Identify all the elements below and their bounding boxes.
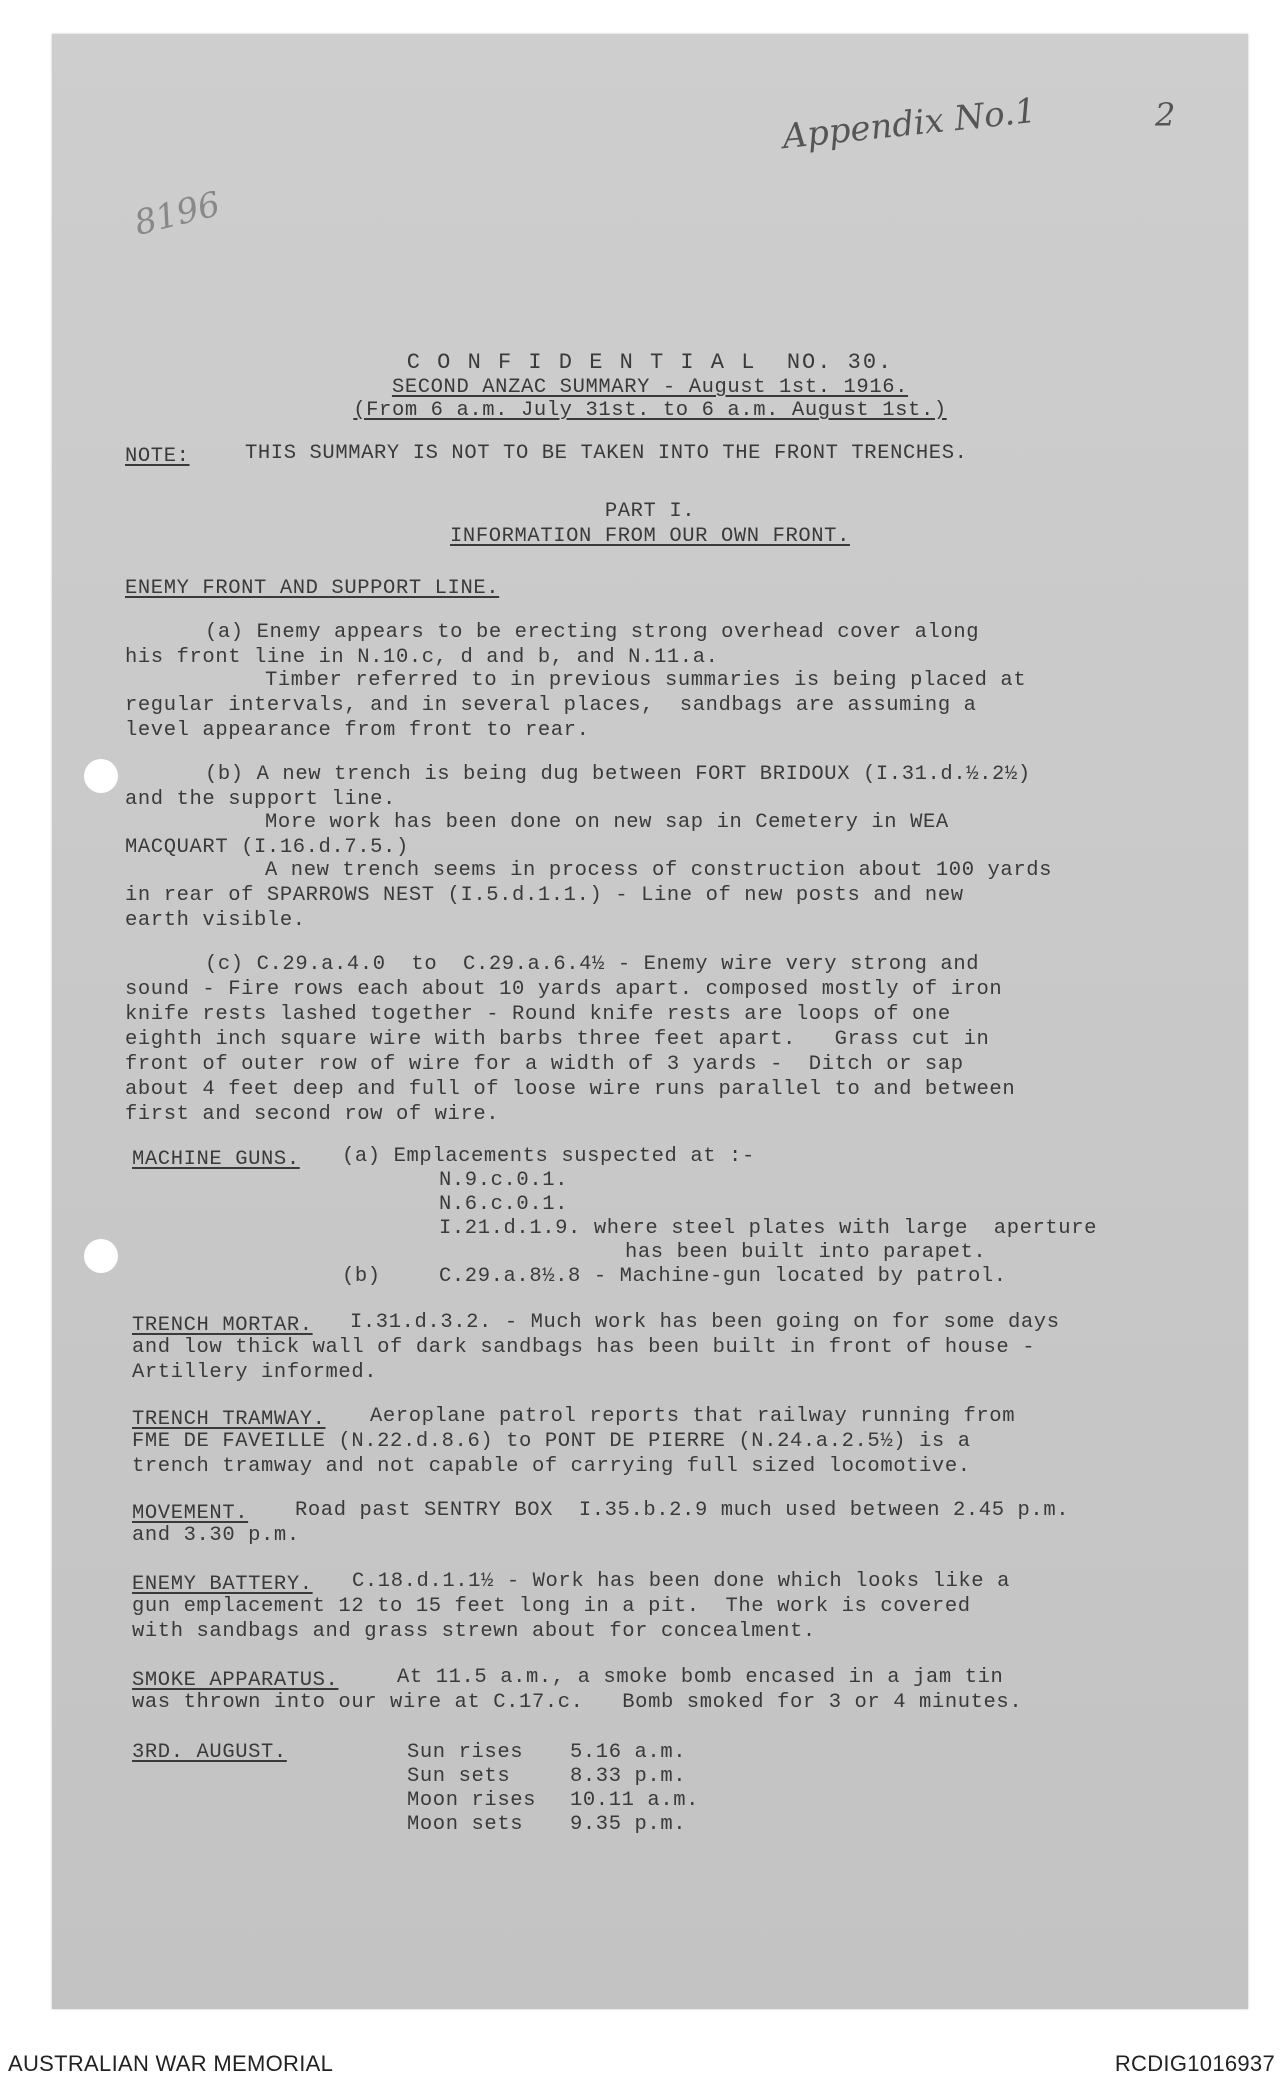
almanac-label: Sun rises xyxy=(407,1741,524,1764)
trench-mortar-heading: TRENCH MORTAR. xyxy=(132,1314,313,1337)
almanac-value: 8.33 p.m. xyxy=(570,1765,687,1788)
text-line: I.31.d.3.2. - Much work has been going on for some days xyxy=(350,1311,1060,1334)
document-subtitle: SECOND ANZAC SUMMARY - August 1st. 1916. xyxy=(391,376,909,399)
text-line: with sandbags and grass strewn about for concealment. xyxy=(132,1620,816,1643)
text-line: has been built into parapet. xyxy=(625,1241,987,1264)
almanac-heading: 3RD. AUGUST. xyxy=(132,1741,287,1764)
punch-hole xyxy=(84,1239,118,1273)
text-line: about 4 feet deep and full of loose wire runs parallel to and between xyxy=(125,1078,1016,1101)
text-line: first and second row of wire. xyxy=(125,1103,500,1126)
smoke-apparatus-heading: SMOKE APPARATUS. xyxy=(132,1669,339,1692)
text-line: in rear of SPARROWS NEST (I.5.d.1.1.) - Line of new posts and new xyxy=(125,884,964,907)
text-line: (b) A new trench is being dug between FORT BRIDOUX (I.31.d.½.2½) xyxy=(205,763,1031,786)
part-title: PART I. xyxy=(604,500,696,523)
document-title: C O N F I D E N T I A L NO. 30. xyxy=(406,350,894,375)
text-line: C.18.d.1.1½ - Work has been done which looks like a xyxy=(352,1570,1011,1593)
text-line: (a) Enemy appears to be erecting strong overhead cover along xyxy=(205,621,980,644)
text-line: level appearance from front to rear. xyxy=(125,719,590,742)
text-line: earth visible. xyxy=(125,909,306,932)
document-period: (From 6 a.m. July 31st. to 6 a.m. August 1st.) xyxy=(353,399,947,422)
almanac-label: Sun sets xyxy=(407,1765,511,1788)
text-line: Artillery informed. xyxy=(132,1361,378,1384)
text-line: (b) xyxy=(342,1265,381,1288)
enemy-battery-heading: ENEMY BATTERY. xyxy=(132,1573,313,1596)
note-label: NOTE: xyxy=(125,445,190,468)
file-reference: 8196 xyxy=(130,184,225,244)
almanac-value: 9.35 p.m. xyxy=(570,1813,687,1836)
text-line: A new trench seems in process of construction about 100 yards xyxy=(265,859,1053,882)
part-subtitle: INFORMATION FROM OUR OWN FRONT. xyxy=(450,525,850,548)
movement-heading: MOVEMENT. xyxy=(132,1502,249,1525)
text-line: regular intervals, and in several places, sandbags are assuming a xyxy=(125,694,977,717)
text-line: his front line in N.10.c, d and b, and N.11.a. xyxy=(125,646,719,669)
machine-guns-heading: MACHINE GUNS. xyxy=(132,1148,300,1171)
enemy-front-heading: ENEMY FRONT AND SUPPORT LINE. xyxy=(125,577,500,600)
text-line: FME DE FAVEILLE (N.22.d.8.6) to PONT DE PIERRE (N.24.a.2.5½) is a xyxy=(132,1430,971,1453)
almanac-value: 5.16 a.m. xyxy=(570,1741,687,1764)
text-line: and low thick wall of dark sandbags has been built in front of house - xyxy=(132,1336,1036,1359)
text-line: was thrown into our wire at C.17.c. Bomb smoked for 3 or 4 minutes. xyxy=(132,1691,1023,1714)
note-text: THIS SUMMARY IS NOT TO BE TAKEN INTO THE FRONT TRENCHES. xyxy=(245,442,968,465)
text-line: C.29.a.8½.8 - Machine-gun located by patrol. xyxy=(439,1265,1007,1288)
text-line: Road past SENTRY BOX I.35.b.2.9 much used between 2.45 p.m. xyxy=(295,1499,1070,1522)
text-line: N.6.c.0.1. xyxy=(439,1193,569,1216)
almanac-label: Moon sets xyxy=(407,1813,524,1836)
text-line: (a) Emplacements suspected at :- xyxy=(342,1145,755,1168)
text-line: gun emplacement 12 to 15 feet long in a pit. The work is covered xyxy=(132,1595,971,1618)
text-line: (c) C.29.a.4.0 to C.29.a.6.4½ - Enemy wire very strong and xyxy=(205,953,980,976)
almanac-value: 10.11 a.m. xyxy=(570,1789,700,1812)
text-line: and 3.30 p.m. xyxy=(132,1524,300,1547)
punch-hole xyxy=(84,759,118,793)
document-page xyxy=(52,34,1248,2009)
text-line: N.9.c.0.1. xyxy=(439,1169,569,1192)
text-line: trench tramway and not capable of carrying full sized locomotive. xyxy=(132,1455,971,1478)
text-line: I.21.d.1.9. where steel plates with large aperture xyxy=(439,1217,1098,1240)
trench-tramway-heading: TRENCH TRAMWAY. xyxy=(132,1408,326,1431)
text-line: eighth inch square wire with barbs three feet apart. Grass cut in xyxy=(125,1028,990,1051)
appendix-annotation: Appendix No.1 xyxy=(780,90,1039,158)
footer-institution: AUSTRALIAN WAR MEMORIAL xyxy=(8,2051,334,2076)
text-line: sound - Fire rows each about 10 yards apart. composed mostly of iron xyxy=(125,978,1003,1001)
text-line: and the support line. xyxy=(125,788,396,811)
text-line: At 11.5 a.m., a smoke bomb encased in a jam tin xyxy=(397,1666,1004,1689)
page-number: 2 xyxy=(1155,96,1176,134)
text-line: Aeroplane patrol reports that railway running from xyxy=(370,1405,1016,1428)
text-line: Timber referred to in previous summaries is being placed at xyxy=(265,669,1027,692)
footer-identifier: RCDIG1016937 xyxy=(1114,2051,1275,2076)
text-line: front of outer row of wire for a width of 3 yards - Ditch or sap xyxy=(125,1053,964,1076)
text-line: knife rests lashed together - Round knife rests are loops of one xyxy=(125,1003,951,1026)
text-line: MACQUART (I.16.d.7.5.) xyxy=(125,836,409,859)
almanac-label: Moon rises xyxy=(407,1789,537,1812)
text-line: More work has been done on new sap in Cemetery in WEA xyxy=(265,811,949,834)
